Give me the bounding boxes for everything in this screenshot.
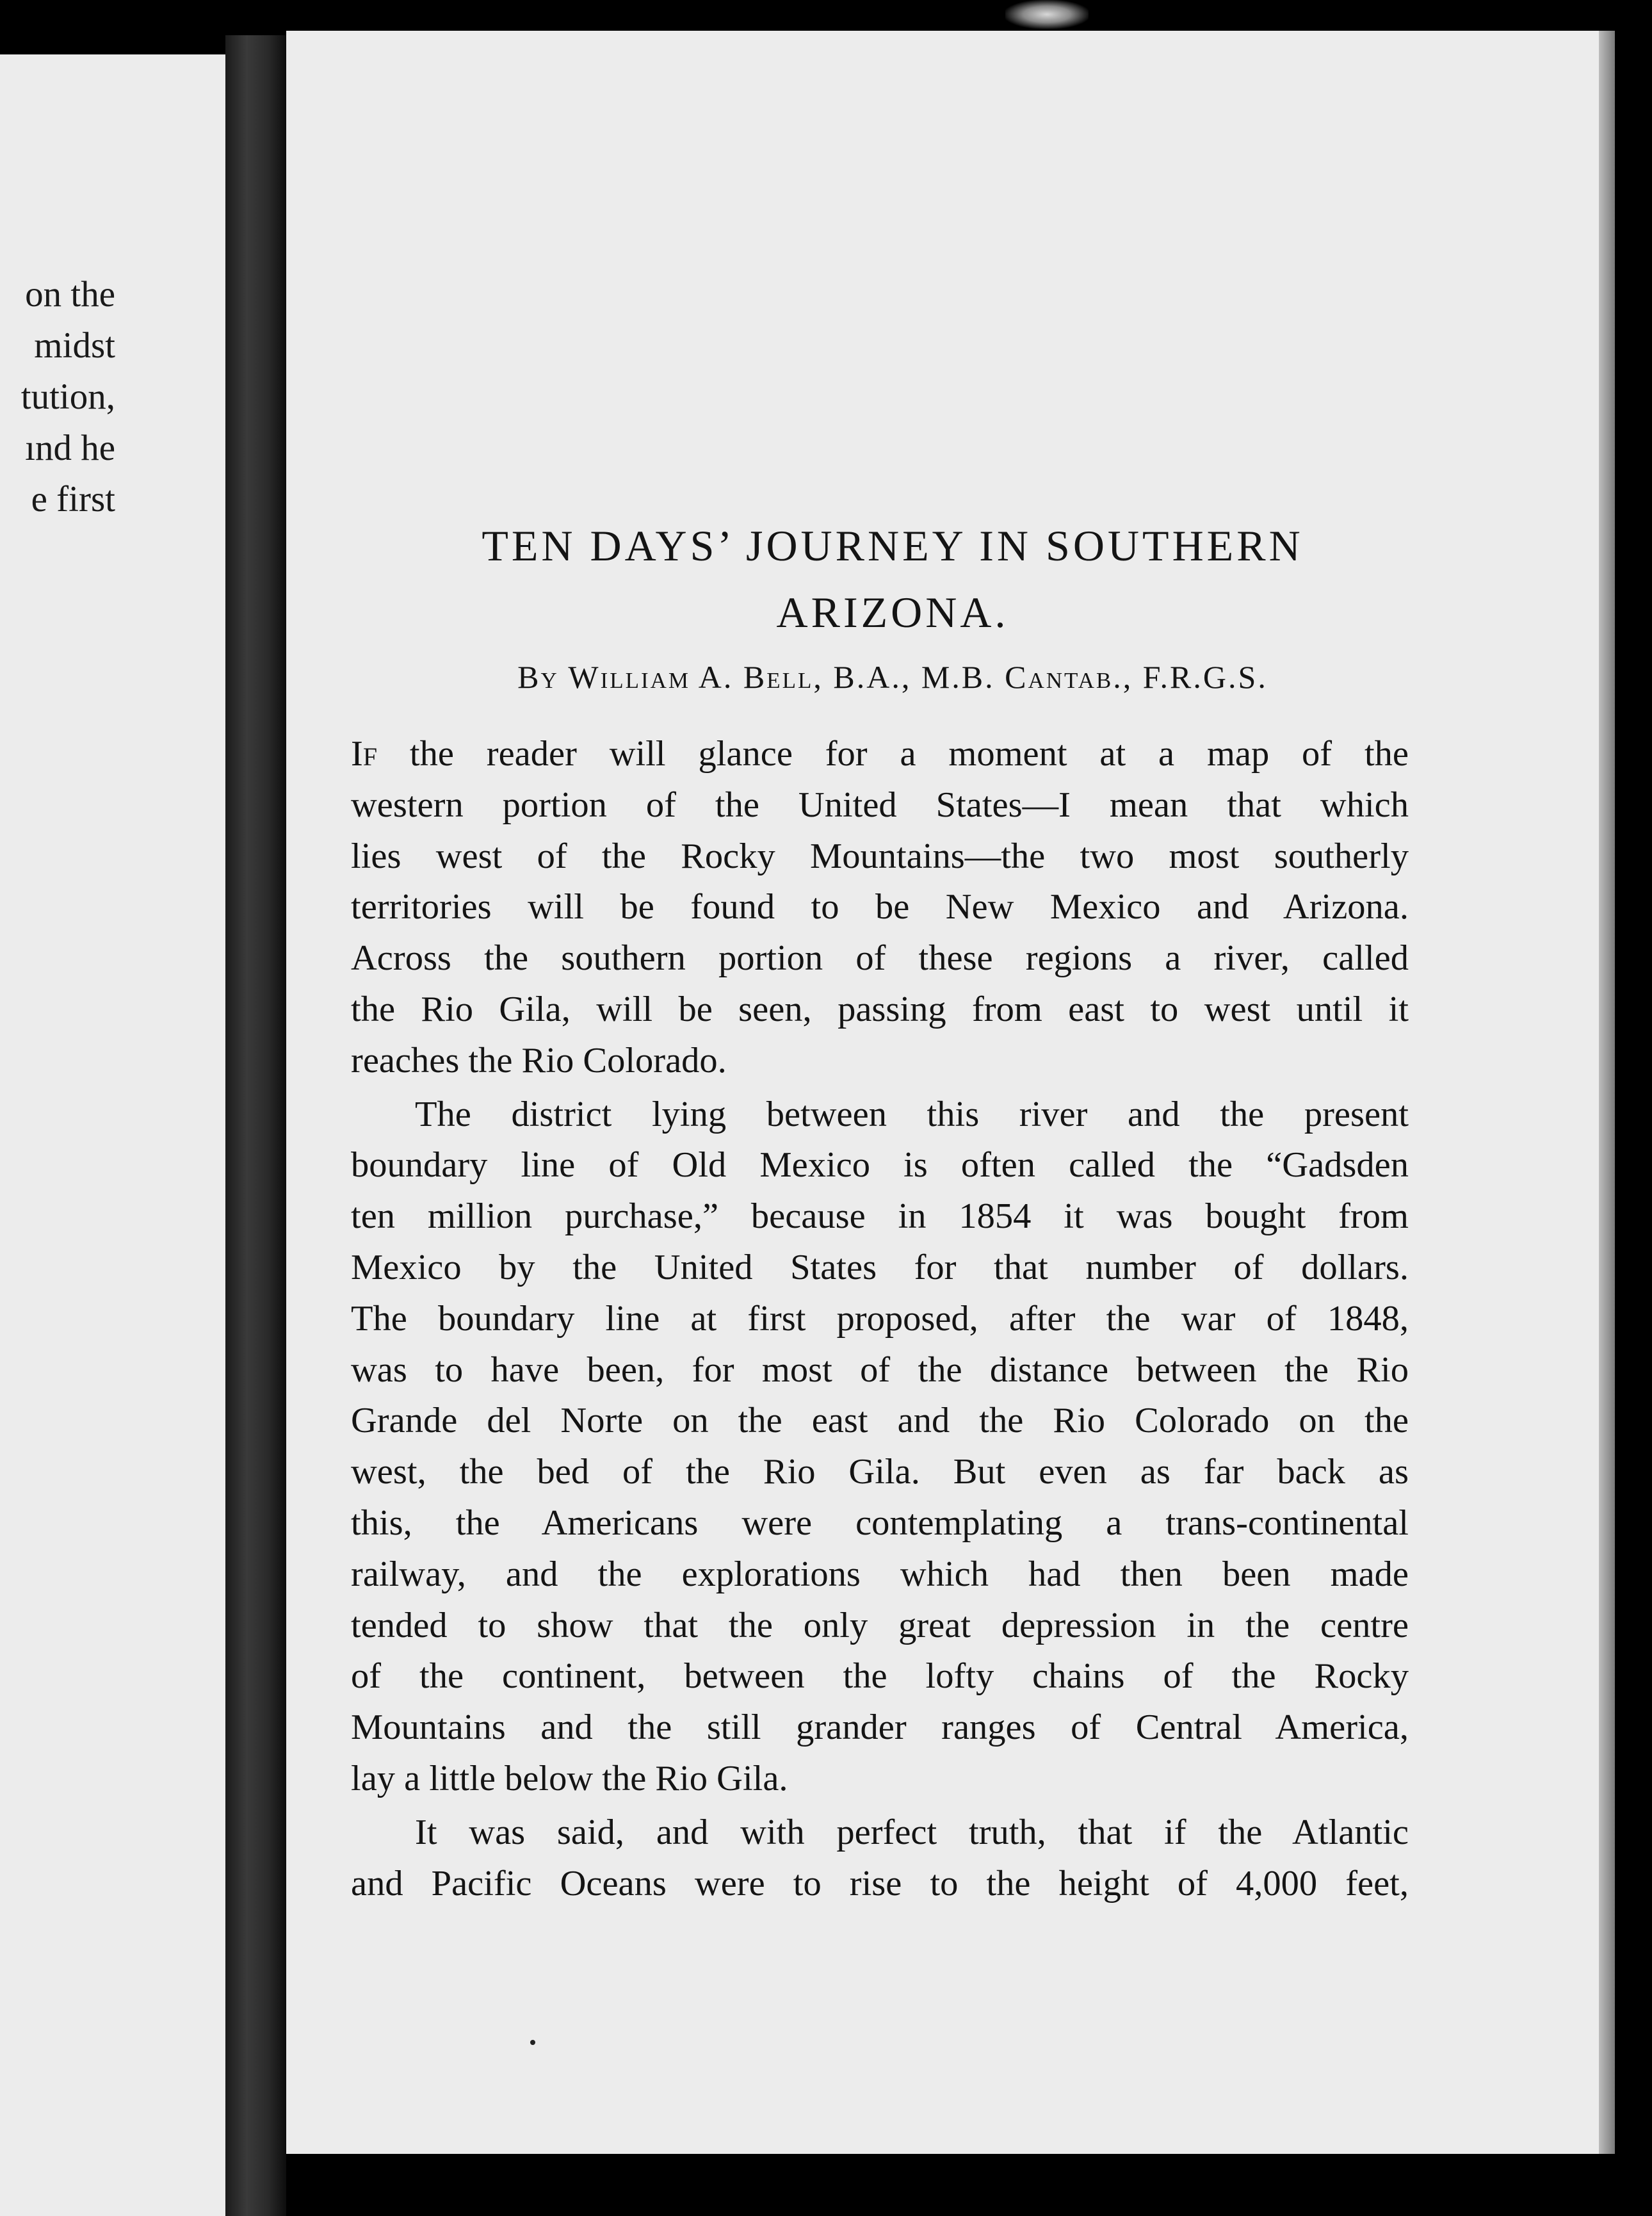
previous-page-line: ınd he (25, 428, 115, 468)
line-text: the reader will glance for a moment at a map of the (377, 734, 1409, 774)
text-line: Across the southern portion of these regions a river, called (351, 938, 1409, 979)
text-line: boundary line of Old Mexico is often called the “Gadsden (351, 1145, 1409, 1185)
previous-page-line: midst (34, 325, 115, 366)
text-line: Mexico by the United States for that number of dollars. (351, 1247, 1409, 1287)
text-line: and Pacific Oceans were to rise to the height of 4,000 feet, (351, 1863, 1409, 1903)
text-line: territories will be found to be New Mexico and Arizona. (351, 887, 1409, 927)
text-line: the Rio Gila, will be seen, passing from east to west until it (351, 989, 1409, 1029)
text-line: Grande del Norte on the east and the Rio Colorado on the (351, 1401, 1409, 1441)
text-line: of the continent, between the lofty chains of the Rocky (351, 1656, 1409, 1697)
text-line: The district lying between this river and the present (415, 1094, 1409, 1134)
text-line: western portion of the United States—I mean that which (351, 785, 1409, 825)
drop-cap: If (351, 734, 378, 774)
text-line (351, 729, 1409, 780)
text-line: reaches the Rio Colorado. (351, 1040, 727, 1080)
previous-page-line: e first (31, 479, 115, 519)
title-line: ARIZONA. (776, 588, 1009, 637)
text-line: tended to show that the only great depression in the centre (351, 1605, 1409, 1645)
paragraph (351, 1089, 1409, 1805)
previous-page-line: on the (25, 274, 115, 314)
text-line: west, the bed of the Rio Gila. But even as far back as (351, 1452, 1409, 1492)
book-gutter (225, 35, 286, 2216)
article (351, 512, 1409, 1909)
text-line: this, the Americans were contemplating a trans-continental (351, 1503, 1409, 1543)
ink-speck (530, 2040, 535, 2045)
text-line: It was said, and with perfect truth, that if the Atlantic (415, 1812, 1409, 1852)
previous-page-line: tution, (20, 377, 115, 417)
text-line: The boundary line at first proposed, after the war of 1848, (351, 1298, 1409, 1339)
title-line: TEN DAYS’ JOURNEY IN SOUTHERN (482, 521, 1304, 570)
byline: By William A. Bell, B.A., M.B. Cantab., F.R.G.S. (517, 659, 1268, 695)
paragraph (351, 1807, 1409, 1910)
text-line: ten million purchase,” because in 1854 it was bought from (351, 1196, 1409, 1237)
paragraph (351, 729, 1409, 1087)
text-line: railway, and the explorations which had then been made (351, 1554, 1409, 1594)
previous-page (0, 54, 225, 2216)
text-line: Mountains and the still grander ranges of Central America, (351, 1707, 1409, 1748)
previous-page-text (0, 269, 115, 525)
binding-debris (1005, 0, 1089, 29)
text-line: lay a little below the Rio Gila. (351, 1758, 788, 1798)
text-line: lies west of the Rocky Mountains—the two most southerly (351, 836, 1409, 876)
article-title (377, 512, 1409, 646)
page-edge (1599, 31, 1615, 2154)
text-line: was to have been, for most of the distance between the Rio (351, 1349, 1409, 1390)
